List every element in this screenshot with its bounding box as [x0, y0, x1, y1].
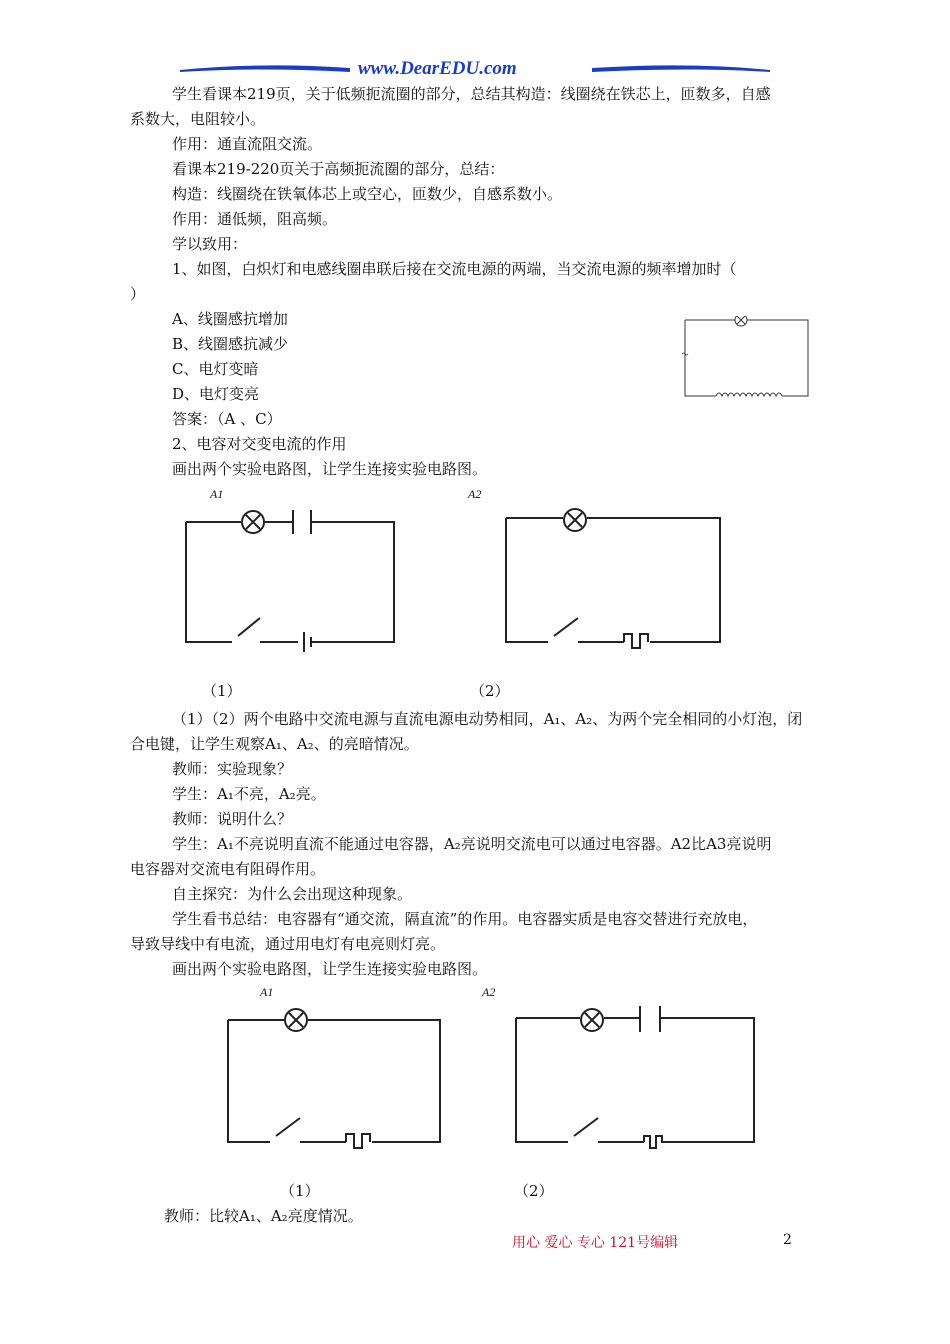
text-line: 导致导线中有电流，通过用电灯有电亮则灯亮。: [130, 935, 446, 953]
text-line: 作用：通直流阻交流。: [172, 135, 323, 153]
ac-source-icon: [644, 1136, 670, 1148]
text-line: 电容器对交流电有阻碍作用。: [130, 860, 326, 878]
header-swoosh-right: [592, 65, 770, 72]
option-a: A、线圈感抗增加: [172, 310, 288, 328]
ac-lamp-circuit-2: [224, 1006, 454, 1154]
text-line: 学生：A₁不亮说明直流不能通过电容器，A₂亮说明交流电可以通过电容器。A2比A3亮说明: [172, 835, 772, 853]
text-line: （1）（2）两个电路中交流电源与直流电源电动势相同，A₁、A₂、为两个完全相同的小灯泡，闭: [172, 710, 803, 728]
capacitor-icon: [640, 1006, 660, 1032]
ac-source-icon: [346, 1134, 370, 1148]
section-heading: 2、电容对交变电流的作用: [172, 435, 347, 453]
lamp-icon: [735, 316, 747, 326]
option-b: B、线圈感抗减少: [172, 335, 289, 353]
caption-2: （2）: [470, 682, 510, 700]
text-line: ）: [130, 285, 146, 303]
label-a1: A1: [260, 985, 274, 999]
label-a2: A2: [468, 487, 482, 501]
page-number: 2: [783, 1232, 792, 1248]
text-line: 教师：比较A₁、A₂亮度情况。: [164, 1207, 363, 1225]
caption-1: （1）: [280, 1182, 320, 1200]
inductor-circuit-diagram: [682, 316, 812, 400]
battery-icon: [304, 632, 311, 652]
header-swoosh-left: [180, 65, 350, 72]
text-line: 合电键，让学生观察A₁、A₂、的亮暗情况。: [130, 735, 419, 753]
text-line: 教师：说明什么？: [172, 810, 293, 828]
header-url[interactable]: www.DearEDU.com: [358, 58, 517, 79]
text-line: 学生：A₁不亮，A₂亮。: [172, 785, 326, 803]
text-line: 学以致用：: [172, 235, 248, 253]
text-line: 自主探究：为什么会出现这种现象。: [172, 885, 413, 903]
text-line: 教师：实验现象？: [172, 760, 293, 778]
text-line: 作用：通低频，阻高频。: [172, 210, 338, 228]
text-line: 画出两个实验电路图，让学生连接实验电路图。: [172, 960, 488, 978]
ac-capacitor-circuit: [512, 1006, 762, 1154]
text-line: 构造：线圈绕在铁氧体芯上或空心，匝数少，自感系数小。: [172, 185, 563, 203]
text-line: 学生看课本219页，关于低频扼流圈的部分，总结其构造：线圈绕在铁芯上，匝数多，自感: [172, 85, 771, 103]
label-a2: A2: [482, 985, 496, 999]
dc-capacitor-circuit: [180, 506, 410, 656]
option-c: C、电灯变暗: [172, 360, 259, 378]
footer-motto: 用心 爱心 专心 121号编辑: [512, 1235, 679, 1251]
capacitor-icon: [293, 510, 311, 534]
ac-lamp-circuit: [502, 506, 732, 656]
text-line: 看课本219-220页关于高频扼流圈的部分，总结：: [172, 160, 505, 178]
text-line: 学生看书总结：电容器有“通交流，隔直流”的作用。电容器实质是电容交替进行充放电，: [172, 910, 758, 928]
option-d: D、电灯变亮: [172, 385, 260, 403]
caption-2: （2）: [514, 1182, 554, 1200]
label-a1: A1: [210, 487, 224, 501]
text-line: 系数大，电阻较小。: [130, 110, 266, 128]
caption-1: （1）: [202, 682, 242, 700]
ac-source-icon: [624, 634, 648, 648]
question-1: 1、如图，白炽灯和电感线圈串联后接在交流电源的两端，当交流电源的频率增加时（: [172, 260, 737, 278]
text-line: 画出两个实验电路图，让学生连接实验电路图。: [172, 460, 488, 478]
answer: 答案：（A 、C）: [172, 410, 282, 428]
coil-icon: [716, 393, 782, 396]
